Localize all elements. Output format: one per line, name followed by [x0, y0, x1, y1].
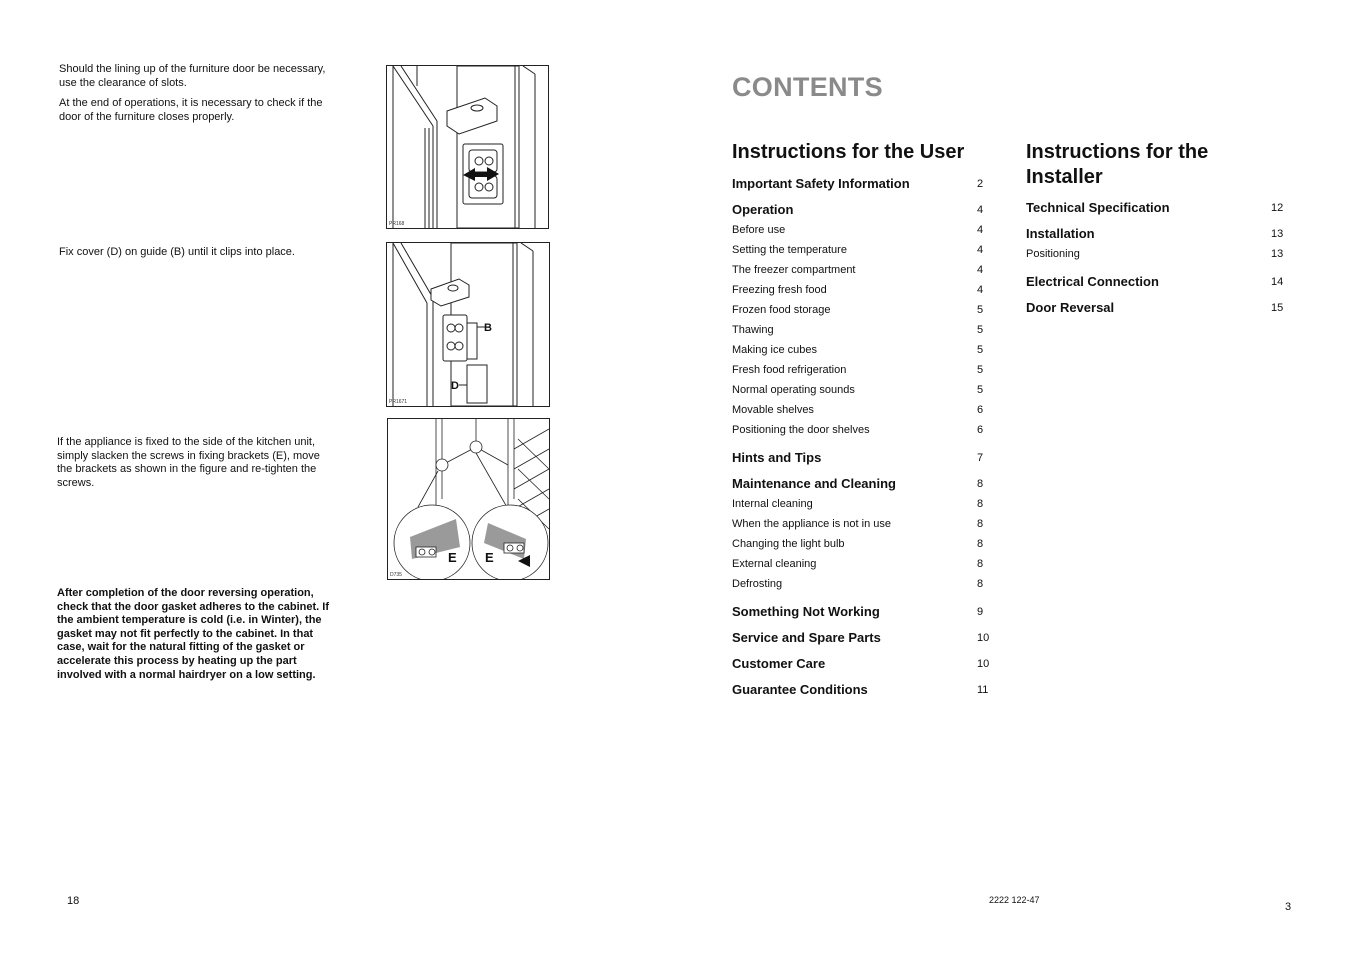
toc-entry-page: 15 [1271, 302, 1284, 314]
paragraph-clearance: Should the lining up of the furniture door be necessary, use the clearance of slots. [59, 63, 326, 89]
toc-entry-page: 13 [1271, 228, 1284, 240]
figure-label-e-left: E [448, 550, 457, 565]
toc-entry-label: When the appliance is not in use [732, 518, 891, 530]
toc-entry-page: 12 [1271, 202, 1284, 214]
toc-entry-label: Frozen food storage [732, 304, 831, 316]
toc-entry-label: Making ice cubes [732, 344, 817, 356]
paragraph-fix-cover: Fix cover (D) on guide (B) until it clips into place. [59, 246, 295, 258]
toc-entry-page: 5 [977, 364, 984, 376]
contents-title: CONTENTS [732, 72, 883, 102]
warning-door-gasket: After completion of the door reversing operation, check that the door gasket adheres to the cabinet. If the ambient temperature is cold (i.e. in Winter), the gasket may not fit perfectly to the cabinet. In that case, wait for the natural fitting of the gasket or accelerate this process by heating up the part involved with a normal hairdryer on a low setting. [57, 587, 330, 681]
figure-fixing-brackets-drawing [388, 419, 549, 579]
figure-label-d: D [451, 380, 459, 392]
toc-entry-page: 4 [977, 204, 984, 216]
toc-entry-label: Customer Care [732, 656, 826, 671]
figure-code: PR168 [389, 221, 405, 227]
toc-entry-label: Guarantee Conditions [732, 682, 868, 697]
figure-fixing-brackets [387, 418, 550, 580]
toc-entry-label: Hints and Tips [732, 450, 822, 465]
heading-installer-line1: Instructions for the [1026, 141, 1209, 163]
toc-entry-label: Technical Specification [1026, 200, 1170, 215]
figure-label-b: B [484, 322, 492, 334]
paragraph-fixing-brackets: If the appliance is fixed to the side of the kitchen unit, simply slacken the screws in fixing brackets (E), move the brackets as shown in the figure and re-tighten the screws. [57, 436, 320, 489]
toc-entry-label: Before use [732, 224, 786, 236]
toc-entry-label: Normal operating sounds [732, 384, 855, 396]
toc-entry-page: 11 [977, 684, 989, 696]
figure-cover-guide [386, 242, 550, 407]
page-number-right: 3 [1285, 901, 1292, 913]
toc-entry-page: 6 [977, 424, 984, 436]
toc-user-list [732, 0, 1002, 954]
toc-entry-page: 4 [977, 284, 984, 296]
toc-entry-page: 5 [977, 384, 984, 396]
toc-entry-page: 4 [977, 264, 984, 276]
toc-entry-page: 8 [977, 518, 984, 530]
figure-code: PR1671 [389, 399, 408, 405]
toc-entry-label: Changing the light bulb [732, 538, 845, 550]
toc-entry-label: Door Reversal [1026, 300, 1115, 315]
toc-entry-label: Something Not Working [732, 604, 880, 619]
toc-entry-label: Installation [1026, 226, 1095, 241]
toc-entry-page: 13 [1271, 248, 1284, 260]
toc-entry-page: 6 [977, 404, 984, 416]
heading-installer-line2: Installer [1026, 166, 1103, 188]
toc-entry-page: 5 [977, 304, 984, 316]
toc-entry-label: Operation [732, 202, 794, 217]
toc-entry-label: The freezer compartment [732, 264, 856, 276]
toc-entry-page: 10 [977, 632, 990, 644]
figure-door-slot-drawing [387, 66, 548, 228]
document-code: 2222 122-47 [989, 895, 1040, 905]
figure-code: D735 [390, 572, 402, 578]
toc-entry-page: 4 [977, 244, 984, 256]
figure-cover-guide-drawing [387, 243, 549, 406]
toc-entry-label: Setting the temperature [732, 244, 847, 256]
toc-entry-page: 8 [977, 578, 984, 590]
toc-entry-page: 7 [977, 452, 984, 464]
page-number-left: 18 [67, 895, 80, 907]
toc-entry-page: 8 [977, 558, 984, 570]
toc-entry-page: 5 [977, 324, 984, 336]
toc-entry-page: 4 [977, 224, 984, 236]
toc-entry-label: Freezing fresh food [732, 284, 827, 296]
paragraph-check-door: At the end of operations, it is necessary to check if the door of the furniture closes properly. [59, 97, 323, 123]
toc-entry-page: 14 [1271, 276, 1284, 288]
toc-entry-label: Fresh food refrigeration [732, 364, 847, 376]
toc-entry-label: Important Safety Information [732, 176, 910, 191]
toc-entry-label: Positioning [1026, 248, 1080, 260]
toc-entry-label: Service and Spare Parts [732, 630, 881, 645]
toc-installer-list [1026, 0, 1296, 954]
toc-entry-label: Maintenance and Cleaning [732, 476, 896, 491]
toc-entry-page: 5 [977, 344, 984, 356]
toc-entry-page: 8 [977, 538, 984, 550]
toc-entry-label: Defrosting [732, 578, 783, 590]
toc-entry-label: Thawing [732, 324, 774, 336]
text-block-door-lining [59, 63, 329, 131]
heading-user-instructions: Instructions for the User [732, 141, 965, 163]
toc-entry-label: External cleaning [732, 558, 817, 570]
toc-entry-label: Movable shelves [732, 404, 814, 416]
figure-label-e-right: E [485, 550, 494, 565]
toc-entry-page: 9 [977, 606, 984, 618]
toc-entry-label: Internal cleaning [732, 498, 813, 510]
toc-entry-page: 10 [977, 658, 990, 670]
toc-entry-label: Electrical Connection [1026, 274, 1159, 289]
toc-entry-label: Positioning the door shelves [732, 424, 870, 436]
toc-entry-page: 2 [977, 178, 984, 190]
toc-entry-page: 8 [977, 498, 984, 510]
toc-entry-page: 8 [977, 478, 984, 490]
figure-door-slot-adjustment [386, 65, 549, 229]
